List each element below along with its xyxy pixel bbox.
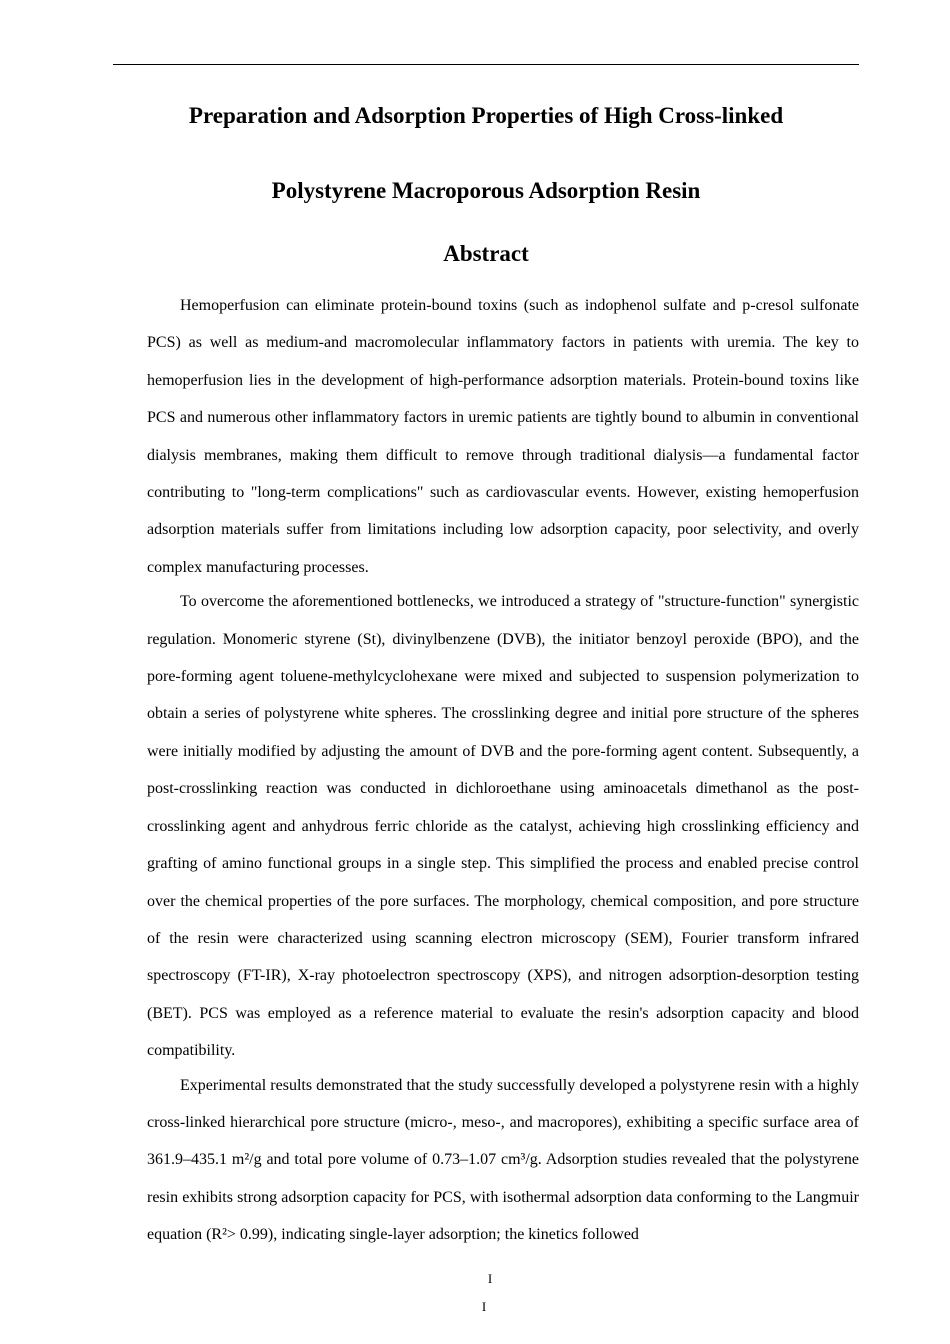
page-number: I <box>487 1271 493 1286</box>
abstract-heading: Abstract <box>443 241 529 266</box>
paper-title-line-1: Preparation and Adsorption Properties of High Cross-linked <box>188 103 784 128</box>
footer-mark: I <box>481 1299 487 1314</box>
abstract-body <box>147 287 859 1254</box>
paper-title-line-2: Polystyrene Macroporous Adsorption Resin <box>271 178 701 203</box>
abstract-paragraph-2: To overcome the aforementioned bottlenecks, we introduced a strategy of "structure-function" synergistic regulation. Monomeric styrene (St), divinylbenzene (DVB), the initiator benzoyl peroxide (BPO), and the pore-forming agent toluene-methylcyclohexane were mixed and subjected to suspension polymerization to obtain a series of polystyrene white spheres. The crosslinking degree and initial pore structure of the spheres were initially modified by adjusting the amount of DVB and the pore-forming agent content. Subsequently, a post-crosslinking reaction was conducted in dichloroethane using aminoacetals dimethanol as the post-crosslinking agent and anhydrous ferric chloride as the catalyst, achieving high crosslinking efficiency and grafting of amino functional groups in a single step. This simplified the process and enabled precise control over the chemical properties of the pore surfaces. The morphology, chemical composition, and pore structure of the resin were characterized using scanning electron microscopy (SEM), Fourier transform infrared spectroscopy (FT-IR), X-ray photoelectron spectroscopy (XPS), and nitrogen adsorption-desorption testing (BET). PCS was employed as a reference material to evaluate the resin's adsorption capacity and blood compatibility. <box>147 593 859 1060</box>
header-rule <box>113 64 859 65</box>
abstract-paragraph-1: Hemoperfusion can eliminate protein-bound toxins (such as indophenol sulfate and p-cresol sulfonate PCS) as well as medium-and macromolecular inflammatory factors in patients with uremia. The key to hemoperfusion lies in the development of high-performance adsorption materials. Protein-bound toxins like PCS and numerous other inflammatory factors in uremic patients are tightly bound to albumin in conventional dialysis membranes, making them difficult to remove through traditional dialysis—a fundamental factor contributing to "long-term complications" such as cardiovascular events. However, existing hemoperfusion adsorption materials suffer from limitations including low adsorption capacity, poor selectivity, and overly complex manufacturing processes. <box>147 297 859 576</box>
abstract-paragraph-3: Experimental results demonstrated that the study successfully developed a polystyrene resin with a highly cross-linked hierarchical pore structure (micro-, meso-, and macropores), exhibiting a specific surface area of 361.9–435.1 m²/g and total pore volume of 0.73–1.07 cm³/g. Adsorption studies revealed that the polystyrene resin exhibits strong adsorption capacity for PCS, with isothermal adsorption data conforming to the Langmuir equation (R²> 0.99), indicating single-layer adsorption; the kinetics followed <box>147 1076 859 1244</box>
